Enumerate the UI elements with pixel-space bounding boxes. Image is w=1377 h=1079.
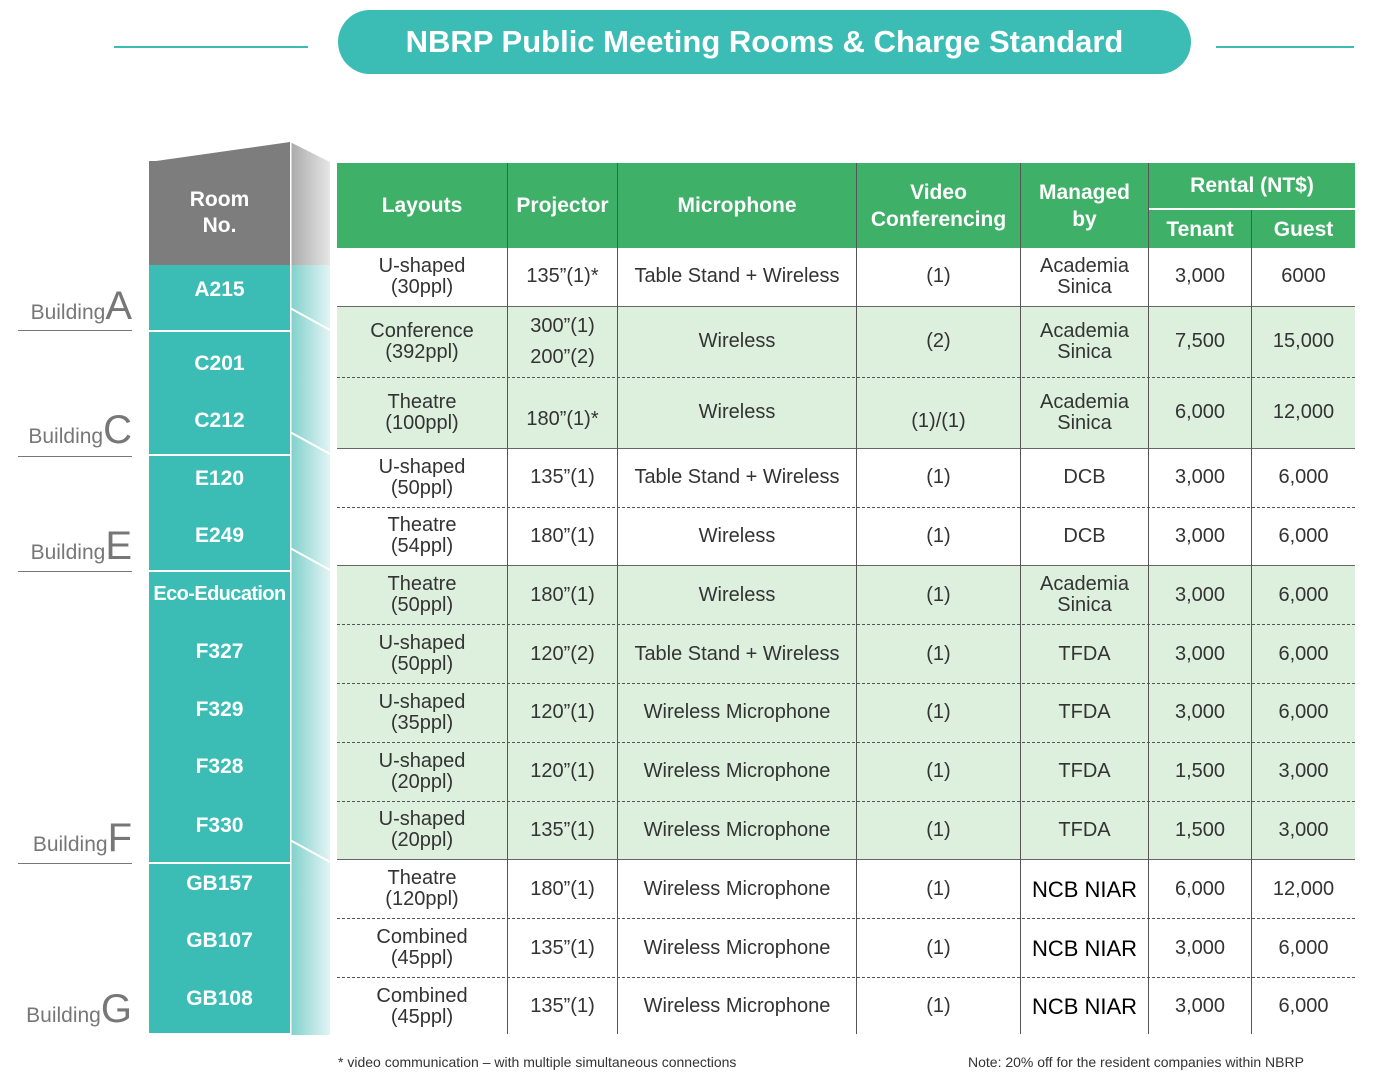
guest-price-cell: 6,000 [1278,701,1329,724]
projector-cell [508,743,617,801]
video-cell: (1)/(1) [911,410,966,433]
managed-line: TFDA [1058,642,1111,665]
managed-cell [1021,743,1148,801]
header-rental: Rental (NT$) [1149,163,1355,208]
layout-type: Theatre [387,867,457,890]
tenant-price-cell: 6,000 [1174,877,1226,900]
building-word: Building [28,425,104,448]
guest-price-cell: 3,000 [1278,760,1329,783]
table-row [337,448,1355,507]
tenant-price-cell: 3,000 [1174,995,1226,1018]
table-row [337,918,1355,977]
room-number-header [149,161,290,265]
title-right-line [1216,46,1354,48]
building-letter: C [103,408,132,452]
footnote: * video communication – with multiple simultaneous connections [338,1054,737,1070]
managed-cell [1021,919,1148,977]
room-group-divider [149,330,290,332]
video-cell: (1) [926,583,951,606]
projector-value: 135”(1) [530,995,595,1018]
tenant-price-cell: 1,500 [1174,818,1226,841]
layout-type: Theatre [387,514,457,537]
managed-cell [1021,625,1148,683]
guest-price-cell: 6,000 [1278,524,1329,547]
header-managed-line2: by [1072,207,1097,231]
layout-cell [337,449,507,507]
building-label-a [18,284,132,328]
tenant-price-cell: 3,000 [1174,936,1226,959]
managed-cell [1021,378,1148,448]
tenant-price-cell: 3,000 [1174,524,1226,547]
room-f327: F327 [195,640,244,663]
microphone-cell: Wireless Microphone [643,818,831,841]
projector-value: 135”(1)* [526,265,599,288]
projector-value: 120”(2) [530,642,595,665]
projector-value: 135”(1) [530,936,595,959]
projector-value: 180”(1) [530,877,595,900]
microphone-cell: Wireless [698,330,776,353]
building-divider [18,571,132,572]
managed-cell [1021,508,1148,566]
microphone-cell: Table Stand + Wireless [634,466,840,489]
managed-line: Sinica [1057,594,1112,617]
video-cell: (1) [926,466,951,489]
building-divider [18,330,132,331]
building-word: Building [26,1004,101,1027]
guest-price-cell: 15,000 [1272,330,1335,353]
room-column-side-shade [290,140,332,1035]
table-row [337,977,1355,1036]
column-divider [617,163,618,1034]
layout-capacity: (54ppl) [390,535,454,558]
room-header-line2: No. [202,214,237,237]
managed-cell [1021,860,1148,918]
managed-line: Sinica [1057,275,1112,298]
managed-cell [1021,449,1148,507]
microphone-cell: Table Stand + Wireless [634,265,840,288]
projector-cell [508,378,617,448]
projector-value: 300”(1) [530,314,595,337]
managed-line: Sinica [1057,411,1112,434]
header-microphone: Microphone [618,163,856,248]
layout-cell [337,307,507,377]
layout-capacity: (45ppl) [390,1005,454,1028]
layout-cell [337,860,507,918]
column-divider [507,163,508,1034]
projector-cell [508,307,617,377]
guest-price-cell: 6,000 [1278,583,1329,606]
layout-cell [337,743,507,801]
guest-price-cell: 12,000 [1272,877,1335,900]
building-letter: G [100,987,132,1031]
building-letter: E [105,524,132,568]
rooms-table-body [337,248,1355,1036]
room-f330: F330 [195,814,244,837]
video-cell: (1) [926,642,951,665]
room-gb157: GB157 [186,872,253,895]
microphone-cell: Table Stand + Wireless [634,642,840,665]
video-cell: (1) [926,524,951,547]
guest-price-cell: 6000 [1281,265,1326,288]
title-left-line [114,46,308,48]
projector-value: 180”(1)* [526,408,599,431]
layout-type: U-shaped [378,690,466,713]
layout-cell [337,684,507,742]
managed-line: TFDA [1058,701,1111,724]
managed-line: NCB NIAR [1031,994,1138,1020]
building-label-c [18,408,132,452]
header-tenant: Tenant [1149,210,1251,248]
layout-type: Conference [370,319,474,342]
managed-cell [1021,566,1148,624]
layout-capacity: (50ppl) [390,653,454,676]
projector-cell [508,860,617,918]
table-row [337,859,1355,918]
room-a215: A215 [194,278,245,301]
column-divider [856,163,857,1034]
layout-type: U-shaped [378,254,466,277]
tenant-price-cell: 7,500 [1174,330,1226,353]
video-cell: (1) [926,818,951,841]
projector-cell [508,508,617,566]
layout-capacity: (45ppl) [390,947,454,970]
managed-line: Sinica [1057,340,1112,363]
room-header-line1: Room [189,188,250,211]
room-gb107: GB107 [186,929,253,952]
header-projector: Projector [508,163,617,248]
layout-type: Combined [376,984,468,1007]
table-row [337,624,1355,683]
table-row [337,742,1355,801]
video-cell: (1) [926,877,951,900]
building-divider [18,863,132,864]
building-letter: A [105,284,132,328]
video-cell: (1) [926,760,951,783]
projector-value: 180”(1) [530,524,595,547]
projector-cell [508,449,617,507]
projector-cell [508,919,617,977]
video-cell: (1) [926,265,951,288]
layout-cell [337,978,507,1036]
layout-capacity: (20ppl) [390,770,454,793]
video-cell: (1) [926,701,951,724]
header-video-conferencing [857,163,1020,248]
managed-line: TFDA [1058,760,1111,783]
managed-cell [1021,307,1148,377]
managed-line: TFDA [1058,818,1111,841]
building-letter: F [107,816,132,860]
guest-price-cell: 6,000 [1278,466,1329,489]
projector-cell [508,684,617,742]
layout-capacity: (50ppl) [390,594,454,617]
room-group-divider [149,862,290,864]
managed-line: NCB NIAR [1031,935,1138,961]
guest-price-cell: 6,000 [1278,642,1329,665]
table-row [337,507,1355,566]
header-separator [1149,208,1355,210]
managed-cell [1021,684,1148,742]
tenant-price-cell: 6,000 [1174,401,1226,424]
microphone-cell: Wireless [698,583,776,606]
building-word: Building [32,833,108,856]
projector-value: 120”(1) [530,760,595,783]
managed-line: DCB [1063,466,1106,489]
layout-capacity: (35ppl) [390,711,454,734]
layout-type: U-shaped [378,455,466,478]
room-eco-education: Eco-Education [153,583,286,605]
projector-cell [508,625,617,683]
layout-cell [337,802,507,860]
room-c201: C201 [194,352,245,375]
guest-price-cell: 12,000 [1272,401,1335,424]
room-f329: F329 [195,698,244,721]
projector-value: 200”(2) [530,345,595,368]
layout-cell [337,508,507,566]
guest-price-cell: 6,000 [1278,995,1329,1018]
managed-line: Academia [1040,319,1129,342]
header-guest: Guest [1252,210,1355,248]
layout-type: Combined [376,926,468,949]
layout-capacity: (392ppl) [385,340,459,363]
discount-note: Note: 20% off for the resident companies within NBRP [968,1054,1304,1070]
managed-line: DCB [1063,524,1106,547]
header-video-line1: Video [910,180,967,204]
header-managed-line1: Managed [1038,180,1130,204]
managed-line: Academia [1040,573,1129,596]
microphone-cell: Wireless Microphone [643,936,831,959]
video-cell: (1) [926,995,951,1018]
layout-capacity: (100ppl) [385,411,459,434]
tenant-price-cell: 3,000 [1174,701,1226,724]
building-divider [18,456,132,457]
layout-capacity: (50ppl) [390,476,454,499]
microphone-cell: Wireless Microphone [643,701,831,724]
room-group-divider [149,570,290,572]
layout-capacity: (30ppl) [390,275,454,298]
layout-capacity: (120ppl) [385,888,459,911]
projector-value: 180”(1) [530,583,595,606]
table-row [337,801,1355,860]
table-row [337,248,1355,306]
microphone-cell: Wireless Microphone [643,760,831,783]
managed-line: Academia [1040,390,1129,413]
projector-cell [508,978,617,1036]
layout-type: Theatre [387,573,457,596]
microphone-cell: Wireless Microphone [643,995,831,1018]
microphone-cell: Wireless [698,524,776,547]
layout-cell [337,378,507,448]
managed-line: Academia [1040,254,1129,277]
room-f328: F328 [195,755,244,778]
building-word: Building [30,301,106,324]
managed-line: NCB NIAR [1031,876,1138,902]
layout-type: U-shaped [378,749,466,772]
layout-cell [337,248,507,306]
video-cell: (1) [926,936,951,959]
room-group-divider [149,454,290,456]
projector-value: 135”(1) [530,466,595,489]
microphone-cell: Wireless Microphone [643,877,831,900]
column-divider [1251,210,1252,1034]
building-label-f [18,816,132,860]
table-row [337,306,1355,377]
tenant-price-cell: 3,000 [1174,265,1226,288]
projector-value: 135”(1) [530,818,595,841]
header-managed-by [1021,163,1148,248]
layout-type: U-shaped [378,632,466,655]
projector-cell [508,566,617,624]
layout-capacity: (20ppl) [390,829,454,852]
table-row [337,377,1355,448]
room-e249: E249 [194,524,245,547]
managed-cell [1021,802,1148,860]
guest-price-cell: 3,000 [1278,818,1329,841]
table-row [337,683,1355,742]
header-video-line2: Conferencing [870,207,1007,231]
table-row [337,565,1355,624]
column-divider [1020,163,1021,1034]
room-c212: C212 [194,409,245,432]
building-label-g [18,987,132,1031]
layout-type: U-shaped [378,808,466,831]
column-divider [1148,163,1149,1034]
layout-cell [337,566,507,624]
projector-cell [508,248,617,306]
layout-cell [337,919,507,977]
video-cell: (2) [926,330,951,353]
layout-cell [337,625,507,683]
room-e120: E120 [194,467,245,490]
building-label-e [18,524,132,568]
layout-type: Theatre [387,390,457,413]
tenant-price-cell: 1,500 [1174,760,1226,783]
projector-cell [508,802,617,860]
managed-cell [1021,248,1148,306]
building-word: Building [30,541,106,564]
header-layouts: Layouts [337,163,507,248]
guest-price-cell: 6,000 [1278,936,1329,959]
managed-cell [1021,978,1148,1036]
tenant-price-cell: 3,000 [1174,642,1226,665]
projector-value: 120”(1) [530,701,595,724]
tenant-price-cell: 3,000 [1174,583,1226,606]
page-title: NBRP Public Meeting Rooms & Charge Standard [338,10,1191,74]
tenant-price-cell: 3,000 [1174,466,1226,489]
room-gb108: GB108 [186,987,253,1010]
microphone-cell: Wireless [698,401,776,424]
